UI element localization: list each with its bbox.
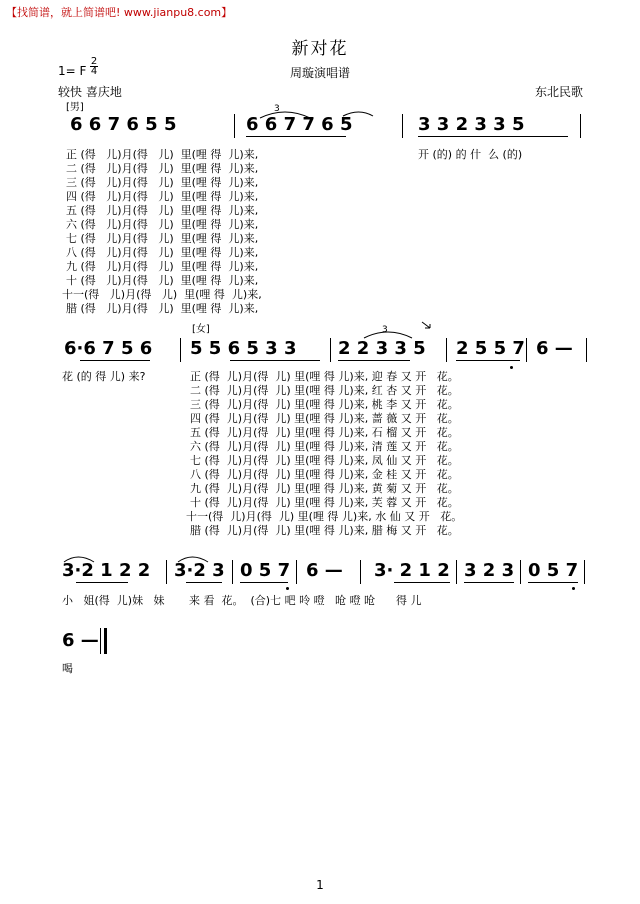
lyric-line: 三 (得 儿)月(得 儿) 里(哩 得 儿)来, [66,176,259,189]
triplet-mark-2: 3 [382,325,388,335]
lyric-line: 正 (得 儿)月(得 儿) 里(哩 得 儿)来, [66,148,259,161]
low-octave-dot [286,587,289,590]
male-part-tag: [男] [66,102,84,113]
row1-measure-3: 3 3 2 3 3 5 [418,114,525,135]
lyric-line: 花 (的 得 儿) 来? [62,370,146,383]
breath-arrow-icon [420,320,434,332]
underline-beam [230,360,320,361]
time-signature-top: 2 [90,56,98,67]
lyric-line: 九 (得 儿)月(得 儿) 里(哩 得 儿)来, [66,260,259,273]
barline [520,560,521,584]
lyric-line: 二 (得 儿)月(得 儿) 里(哩 得 儿)来, 红 杏 又 开 花。 [190,384,459,397]
key-signature: 1= F [58,64,87,78]
row1-measure-2: 6 6 7 7 6 5 [246,114,353,135]
time-signature-bottom: 4 [90,66,98,77]
lyric-line: 十 (得 儿)月(得 儿) 里(哩 得 儿)来, [66,274,259,287]
lyric-line: 腊 (得 儿)月(得 儿) 里(哩 得 儿)来, [66,302,259,315]
row3-lyrics: 小 姐(得 儿)妹 妹 来 看 花。 (合)七 吧 呤 噔 呛 噔 呛 得 儿 [62,594,422,607]
lyric-line: 四 (得 儿)月(得 儿) 里(哩 得 儿)来, 蔷 薇 又 开 花。 [190,412,459,425]
song-title: 新对花 [291,39,349,59]
row2-measure-4: 2 5 5 7 [456,338,525,359]
row3-measure-1: 3·2 1 2 2 [62,560,151,581]
underline-beam [186,582,222,583]
final-barline-thin [100,628,101,654]
final-barline-thick [104,628,107,654]
underline-beam [528,582,578,583]
lyric-line: 五 (得 儿)月(得 儿) 里(哩 得 儿)来, [66,204,259,217]
time-signature [90,57,98,76]
lyric-line: 正 (得 儿)月(得 儿) 里(哩 得 儿)来, 迎 春 又 开 花。 [190,370,459,383]
lyric-line: 六 (得 儿)月(得 儿) 里(哩 得 儿)来, 清 莲 又 开 花。 [190,440,459,453]
row4-lyric: 喝 [62,662,73,675]
barline [586,338,587,362]
triplet-mark-1: 3 [274,104,280,114]
female-part-tag: [女] [192,324,210,335]
song-subtitle: 周璇演唱谱 [289,66,350,80]
lyric-line: 七 (得 儿)月(得 儿) 里(哩 得 儿)来, 凤 仙 又 开 花。 [190,454,459,467]
lyric-line: 八 (得 儿)月(得 儿) 里(哩 得 儿)来, 金 桂 又 开 花。 [190,468,459,481]
barline [584,560,585,584]
underline-beam [394,582,450,583]
underline-beam [464,582,514,583]
underline-beam [418,136,568,137]
underline-beam [76,582,128,583]
underline-beam [338,360,410,361]
barline [580,114,581,138]
barline [180,338,181,362]
lyric-line: 四 (得 儿)月(得 儿) 里(哩 得 儿)来, [66,190,259,203]
barline [232,560,233,584]
underline-beam [246,136,346,137]
lyric-line: 二 (得 儿)月(得 儿) 里(哩 得 儿)来, [66,162,259,175]
barline [234,114,235,138]
lyric-line: 十一(得 儿)月(得 儿) 里(哩 得 儿)来, 水 仙 又 开 花。 [186,510,463,523]
lyric-line: 开 (的) 的 什 么 (的) [418,148,523,161]
lyric-line: 十 (得 儿)月(得 儿) 里(哩 得 儿)来, 芙 蓉 又 开 花。 [190,496,459,509]
row2-measure-5: 6 — [536,338,573,359]
barline [446,338,447,362]
low-octave-dot [572,587,575,590]
row3-measure-4: 6 — [306,560,343,581]
lyric-line: 十一(得 儿)月(得 儿) 里(哩 得 儿)来, [62,288,262,301]
barline [330,338,331,362]
barline [526,338,527,362]
site-banner[interactable]: 【找简谱，就上简谱吧! www.jianpu8.com】 [6,6,233,19]
barline [456,560,457,584]
lyric-line: 七 (得 儿)月(得 儿) 里(哩 得 儿)来, [66,232,259,245]
lyric-line: 八 (得 儿)月(得 儿) 里(哩 得 儿)来, [66,246,259,259]
row3-measure-3: 0 5 7 [240,560,291,581]
low-octave-dot [510,366,513,369]
underline-beam [240,582,288,583]
lyric-line: 九 (得 儿)月(得 儿) 里(哩 得 儿)来, 黄 菊 又 开 花。 [190,482,459,495]
row3-measure-2: 3·2 3 [174,560,225,581]
row3-measure-6: 3 2 3 [464,560,515,581]
row3-measure-5: 3· 2 1 2 [374,560,450,581]
barline [360,560,361,584]
row2-measure-3: 2 2 3 3 5 [338,338,426,359]
lyric-line: 六 (得 儿)月(得 儿) 里(哩 得 儿)来, [66,218,259,231]
underline-beam [80,360,150,361]
barline [402,114,403,138]
song-origin: 东北民歌 [535,85,584,99]
barline [296,560,297,584]
tempo-marking: 较快 喜庆地 [58,85,122,99]
lyric-line: 五 (得 儿)月(得 儿) 里(哩 得 儿)来, 石 榴 又 开 花。 [190,426,459,439]
lyric-line: 三 (得 儿)月(得 儿) 里(哩 得 儿)来, 桃 李 又 开 花。 [190,398,459,411]
row1-measure-1: 6 6 7 6 5 5 [70,114,177,135]
underline-beam [456,360,520,361]
lyric-line: 腊 (得 儿)月(得 儿) 里(哩 得 儿)来, 腊 梅 又 开 花。 [190,524,459,537]
row2-measure-2: 5 5 6 5 3 3 [190,338,297,359]
row4-measure-1: 6 — [62,630,99,651]
barline [166,560,167,584]
row3-measure-7: 0 5 7 [528,560,579,581]
row2-measure-1: 6·6 7 5 6 [64,338,153,359]
page-number: 1 [316,878,324,892]
